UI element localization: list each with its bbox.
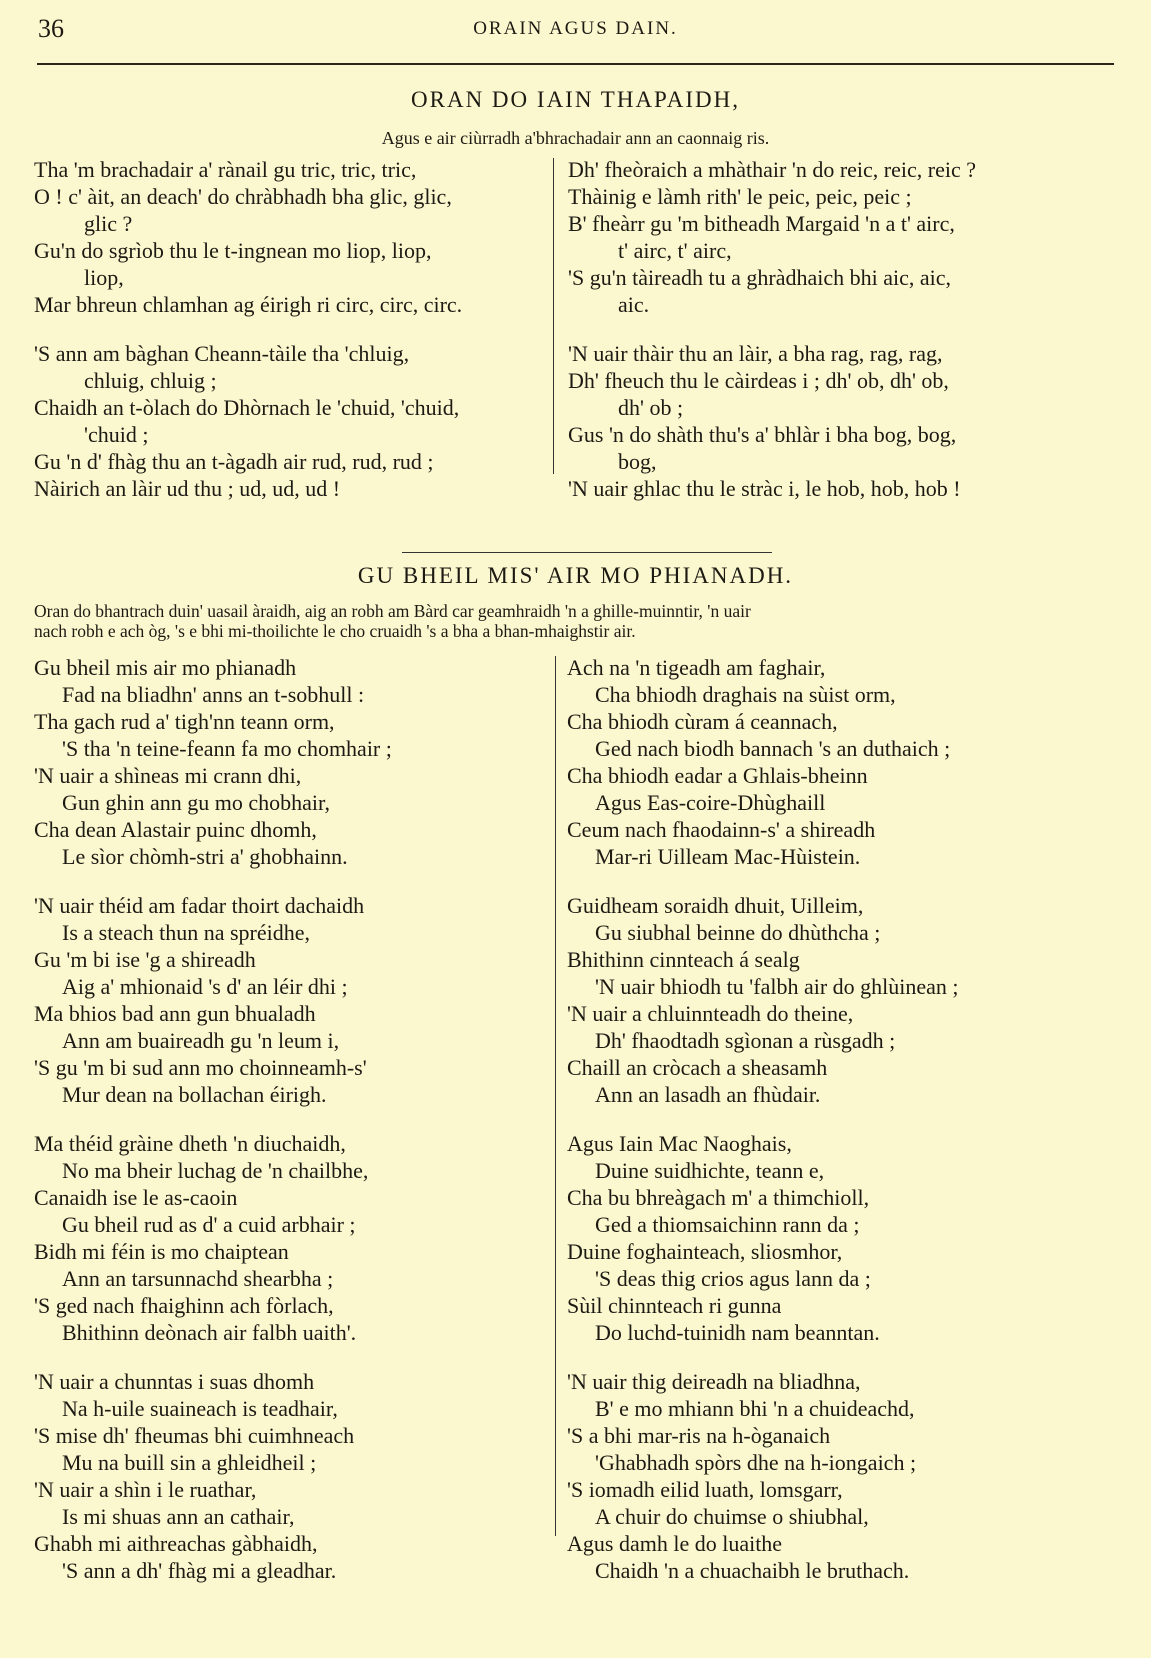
verse-line: B' e mo mhiann bhi 'n a chuideachd,: [595, 1396, 915, 1421]
verse-line: Gu siubhal beinne do dhùthcha ;: [595, 920, 881, 945]
verse-line: Cha bhiodh cùram á ceannach,: [567, 709, 838, 734]
verse-line: t' airc, t' airc,: [618, 238, 732, 263]
verse-line: Agus Iain Mac Naoghais,: [567, 1131, 792, 1156]
verse-line: Cha dean Alastair puinc dhomh,: [34, 817, 317, 842]
verse-line: 'N uair a chluinnteadh do theine,: [567, 1001, 854, 1026]
verse-line: chluig, chluig ;: [84, 368, 217, 393]
verse-line: Is mi shuas ann an cathair,: [62, 1504, 295, 1529]
page-number: 36: [38, 14, 64, 43]
verse-line: Bhithinn deònach air falbh uaith'.: [62, 1320, 357, 1345]
verse-line: liop,: [84, 265, 124, 290]
header-rule: [37, 63, 1114, 65]
verse-line: 'N uair a shìn i le ruathar,: [34, 1477, 257, 1502]
stanza: [34, 156, 544, 318]
verse-line: Ann am buaireadh gu 'n leum i,: [62, 1028, 340, 1053]
verse-line: Mar-ri Uilleam Mac-Hùistein.: [595, 844, 861, 869]
verse-line: 'N uair bhiodh tu 'falbh air do ghlùinean ;: [595, 974, 959, 999]
verse-line: Cha bu bhreàgach m' a thimchioll,: [567, 1185, 870, 1210]
song2-left-column: [34, 654, 544, 1606]
verse-line: Agus damh le do luaithe: [567, 1531, 783, 1556]
verse-line: Mur dean na bollachan éirigh.: [62, 1082, 327, 1107]
song2-subtitle-line2: nach robh e ach òg, 's e bhi mi-thoilichte le cho cruaidh 's a bha a bhan-mhaighstir air.: [34, 621, 636, 641]
verse-line: Gu bheil rud as d' a cuid arbhair ;: [62, 1212, 356, 1237]
song2-subtitle-line1: Oran do bhantrach duin' uasail àraidh, aig an robh am Bàrd car geamhraidh 'n a ghille-muinntir, 'n uair: [34, 601, 751, 621]
song1-left-column: [34, 156, 544, 524]
verse-line: Duine foghainteach, sliosmhor,: [567, 1239, 843, 1264]
verse-line: 'N uair ghlac thu le stràc i, le hob, hob, hob !: [568, 476, 961, 501]
verse-line: Duine suidhichte, teann e,: [595, 1158, 825, 1183]
verse-line: Canaidh ise le as-caoin: [34, 1185, 238, 1210]
verse-line: Guidheam soraidh dhuit, Uilleim,: [567, 893, 864, 918]
verse-line: 'S iomadh eilid luath, lomsgarr,: [567, 1477, 843, 1502]
verse-line: Chaill an cròcach a sheasamh: [567, 1055, 828, 1080]
stanza: [34, 1368, 544, 1584]
column-divider: [553, 158, 554, 474]
stanza: [34, 340, 544, 502]
verse-line: Thàinig e làmh rith' le peic, peic, peic ;: [568, 184, 912, 209]
running-title: ORAIN AGUS DAIN.: [473, 18, 678, 39]
stanza: [567, 1130, 1087, 1346]
stanza: [567, 892, 1087, 1108]
stanza: [34, 654, 544, 870]
page-header: [0, 0, 1151, 70]
verse-line: Mu na buill sin a ghleidheil ;: [62, 1450, 317, 1475]
verse-line: Dh' fheòraich a mhàthair 'n do reic, reic, reic ?: [568, 157, 976, 182]
verse-line: 'S ged nach fhaighinn ach fòrlach,: [34, 1293, 334, 1318]
verse-line: 'S a bhi mar-ris na h-òganaich: [567, 1423, 831, 1448]
verse-line: Gu 'n d' fhàg thu an t-àgadh air rud, rud, rud ;: [34, 449, 434, 474]
verse-line: 'N uair théid am fadar thoirt dachaidh: [34, 893, 365, 918]
stanza: [567, 1368, 1087, 1584]
verse-line: glic ?: [84, 211, 133, 236]
stanza: [34, 892, 544, 1108]
verse-line: Na h-uile suaineach is teadhair,: [62, 1396, 338, 1421]
verse-line: Is a steach thun na spréidhe,: [62, 920, 311, 945]
verse-line: Le sìor chòmh-stri a' ghobhainn.: [62, 844, 348, 869]
verse-line: Ann an lasadh an fhùdair.: [595, 1082, 821, 1107]
verse-line: Gu'n do sgrìob thu le t-ingnean mo liop, liop,: [34, 238, 432, 263]
verse-line: No ma bheir luchag de 'n chailbhe,: [62, 1158, 369, 1183]
verse-line: Tha gach rud a' tigh'nn teann orm,: [34, 709, 335, 734]
verse-line: Aig a' mhionaid 's d' an léir dhi ;: [62, 974, 348, 999]
verse-line: Do luchd-tuinidh nam beanntan.: [595, 1320, 880, 1345]
stanza: [568, 340, 1088, 502]
verse-line: 'S tha 'n teine-feann fa mo chomhair ;: [62, 736, 392, 761]
verse-line: 'S deas thig crios agus lann da ;: [595, 1266, 871, 1291]
verse-line: 'N uair a chunntas i suas dhomh: [34, 1369, 315, 1394]
verse-line: aic.: [618, 292, 650, 317]
verse-line: Dh' fheuch thu le càirdeas i ; dh' ob, dh' ob,: [568, 368, 949, 393]
verse-line: Ma théid gràine dheth 'n diuchaidh,: [34, 1131, 346, 1156]
verse-line: Ma bhios bad ann gun bhualadh: [34, 1001, 316, 1026]
verse-line: 'N uair thàir thu an làir, a bha rag, rag, rag,: [568, 341, 943, 366]
song1-title: ORAN DO IAIN THAPAIDH,: [411, 87, 740, 112]
verse-line: Chaidh an t-òlach do Dhòrnach le 'chuid, 'chuid,: [34, 395, 460, 420]
verse-line: Chaidh 'n a chuachaibh le bruthach.: [595, 1558, 910, 1583]
verse-line: Gu bheil mis air mo phianadh: [34, 655, 297, 680]
verse-line: Dh' fhaodtadh sgìonan a rùsgadh ;: [595, 1028, 896, 1053]
song2-title: GU BHEIL MIS' AIR MO PHIANADH.: [357, 563, 794, 588]
verse-line: bog,: [618, 449, 657, 474]
verse-line: Cha bhiodh draghais na sùist orm,: [595, 682, 896, 707]
section-separator: [402, 552, 772, 553]
song1-subtitle: Agus e air ciùrradh a'bhrachadair ann an caonnaig ris.: [381, 128, 770, 148]
verse-line: 'chuid ;: [84, 422, 149, 447]
verse-line: Gun ghin ann gu mo chobhair,: [62, 790, 330, 815]
verse-line: 'N uair thig deireadh na bliadhna,: [567, 1369, 861, 1394]
verse-line: 'S ann a dh' fhàg mi a gleadhar.: [62, 1558, 337, 1583]
verse-line: 'Ghabhadh spòrs dhe na h-iongaich ;: [595, 1450, 917, 1475]
verse-line: Ged nach biodh bannach 's an duthaich ;: [595, 736, 951, 761]
verse-line: A chuir do chuimse o shiubhal,: [595, 1504, 869, 1529]
verse-line: Fad na bliadhn' anns an t-sobhull :: [62, 682, 365, 707]
verse-line: 'S gu'n tàireadh tu a ghràdhaich bhi aic, aic,: [568, 265, 952, 290]
verse-line: dh' ob ;: [618, 395, 684, 420]
verse-line: Sùil chinnteach ri gunna: [567, 1293, 782, 1318]
song2-right-column: [567, 654, 1087, 1606]
verse-line: Ann an tarsunnachd shearbha ;: [62, 1266, 334, 1291]
verse-line: Mar bhreun chlamhan ag éirigh ri circ, circ, circ.: [34, 292, 463, 317]
verse-line: B' fheàrr gu 'm bitheadh Margaid 'n a t' airc,: [568, 211, 955, 236]
verse-line: Gu 'm bi ise 'g a shireadh: [34, 947, 256, 972]
verse-line: Ach na 'n tigeadh am faghair,: [567, 655, 826, 680]
verse-line: Nàirich an làir ud thu ; ud, ud, ud !: [34, 476, 341, 501]
verse-line: 'S gu 'm bi sud ann mo choinneamh-s': [34, 1055, 367, 1080]
verse-line: Agus Eas-coire-Dhùghaill: [595, 790, 826, 815]
verse-line: Ghabh mi aithreachas gàbhaidh,: [34, 1531, 318, 1556]
column-divider-2: [555, 656, 556, 1536]
verse-line: Gus 'n do shàth thu's a' bhlàr i bha bog, bog,: [568, 422, 957, 447]
verse-line: Cha bhiodh eadar a Ghlais-bheinn: [567, 763, 868, 788]
verse-line: O ! c' àit, an deach' do chràbhadh bha glic, glic,: [34, 184, 452, 209]
verse-line: 'S mise dh' fheumas bhi cuimhneach: [34, 1423, 355, 1448]
verse-line: 'S ann am bàghan Cheann-tàile tha 'chluig,: [34, 341, 410, 366]
stanza: [568, 156, 1088, 318]
verse-line: Bidh mi féin is mo chaiptean: [34, 1239, 289, 1264]
stanza: [567, 654, 1087, 870]
verse-line: 'N uair a shìneas mi crann dhi,: [34, 763, 302, 788]
stanza: [34, 1130, 544, 1346]
song1-right-column: [568, 156, 1088, 524]
verse-line: Tha 'm brachadair a' rànail gu tric, tric, tric,: [34, 157, 417, 182]
verse-line: Bhithinn cinnteach á sealg: [567, 947, 800, 972]
verse-line: Ceum nach fhaodainn-s' a shireadh: [567, 817, 876, 842]
verse-line: Ged a thiomsaichinn rann da ;: [595, 1212, 860, 1237]
